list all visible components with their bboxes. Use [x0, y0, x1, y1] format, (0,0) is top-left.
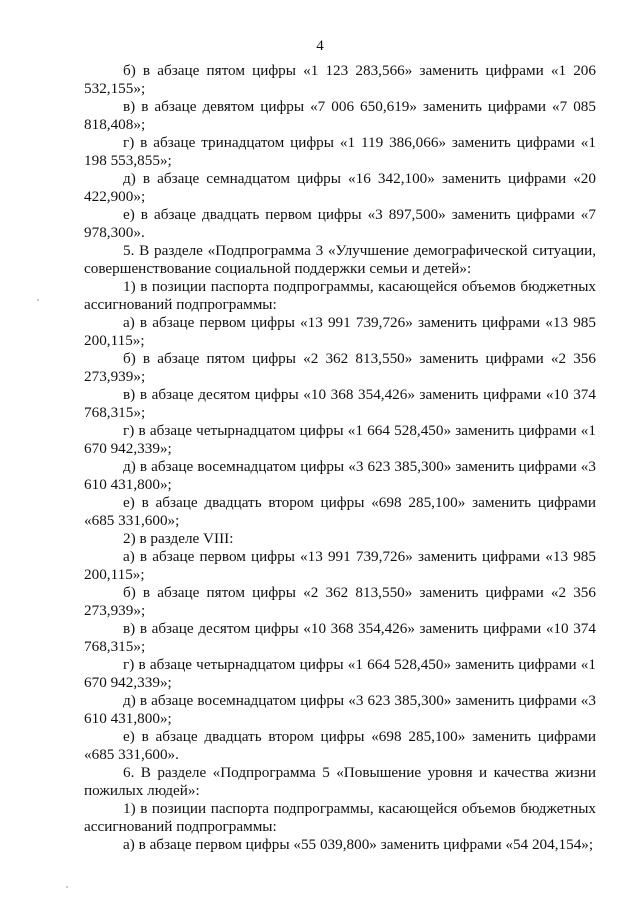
paragraph-17: в) в абзаце десятом цифры «10 368 354,426» заменить цифрами «10 374 768,315»; — [84, 620, 596, 655]
paragraph-9: б) в абзаце пятом цифры «2 362 813,550» заменить цифрами «2 356 273,939»; — [84, 350, 596, 385]
paragraph-4: д) в абзаце семнадцатом цифры «16 342,100» заменить цифрами «20 422,900»; — [84, 170, 596, 205]
paragraph-11: г) в абзаце четырнадцатом цифры «1 664 528,450» заменить цифрами «1 670 942,339»; — [84, 422, 596, 457]
paragraph-12: д) в абзаце восемнадцатом цифры «3 623 385,300» заменить цифрами «3 610 431,800»; — [84, 458, 596, 493]
paragraph-21: 6. В разделе «Подпрограмма 5 «Повышение уровня и качества жизни пожилых людей»: — [84, 764, 596, 799]
paragraph-15: а) в абзаце первом цифры «13 991 739,726» заменить цифрами «13 985 200,115»; — [84, 548, 596, 583]
page-number: 4 — [316, 38, 324, 54]
paragraph-6: 5. В разделе «Подпрограмма 3 «Улучшение демографической ситуации, совершенствование социальной поддержки семьи и детей»: — [84, 242, 596, 277]
scan-speck — [37, 299, 39, 301]
paragraph-19: д) в абзаце восемнадцатом цифры «3 623 385,300» заменить цифрами «3 610 431,800»; — [84, 692, 596, 727]
paragraph-5: е) в абзаце двадцать первом цифры «3 897,500» заменить цифрами «7 978,300». — [84, 206, 596, 241]
document-body — [84, 62, 596, 854]
paragraph-8: а) в абзаце первом цифры «13 991 739,726» заменить цифрами «13 985 200,115»; — [84, 314, 596, 349]
paragraph-14: 2) в разделе VIII: — [123, 530, 234, 547]
paragraph-1: б) в абзаце пятом цифры «1 123 283,566» заменить цифрами «1 206 532,155»; — [84, 62, 596, 97]
scan-speck — [66, 886, 68, 888]
paragraph-23: а) в абзаце первом цифры «55 039,800» заменить цифрами «54 204,154»; — [123, 836, 594, 853]
paragraph-18: г) в абзаце четырнадцатом цифры «1 664 528,450» заменить цифрами «1 670 942,339»; — [84, 656, 596, 691]
paragraph-13: е) в абзаце двадцать втором цифры «698 285,100» заменить цифрами «685 331,600»; — [84, 494, 596, 529]
paragraph-7: 1) в позиции паспорта подпрограммы, касающейся объемов бюджетных ассигнований подпрограммы: — [84, 278, 596, 313]
paragraph-3: г) в абзаце тринадцатом цифры «1 119 386,066» заменить цифрами «1 198 553,855»; — [84, 134, 596, 169]
paragraph-20: е) в абзаце двадцать втором цифры «698 285,100» заменить цифрами «685 331,600». — [84, 728, 596, 763]
paragraph-16: б) в абзаце пятом цифры «2 362 813,550» заменить цифрами «2 356 273,939»; — [84, 584, 596, 619]
paragraph-2: в) в абзаце девятом цифры «7 006 650,619» заменить цифрами «7 085 818,408»; — [84, 98, 596, 133]
paragraph-10: в) в абзаце десятом цифры «10 368 354,426» заменить цифрами «10 374 768,315»; — [84, 386, 596, 421]
paragraph-22: 1) в позиции паспорта подпрограммы, касающейся объемов бюджетных ассигнований подпрограммы: — [84, 800, 596, 835]
